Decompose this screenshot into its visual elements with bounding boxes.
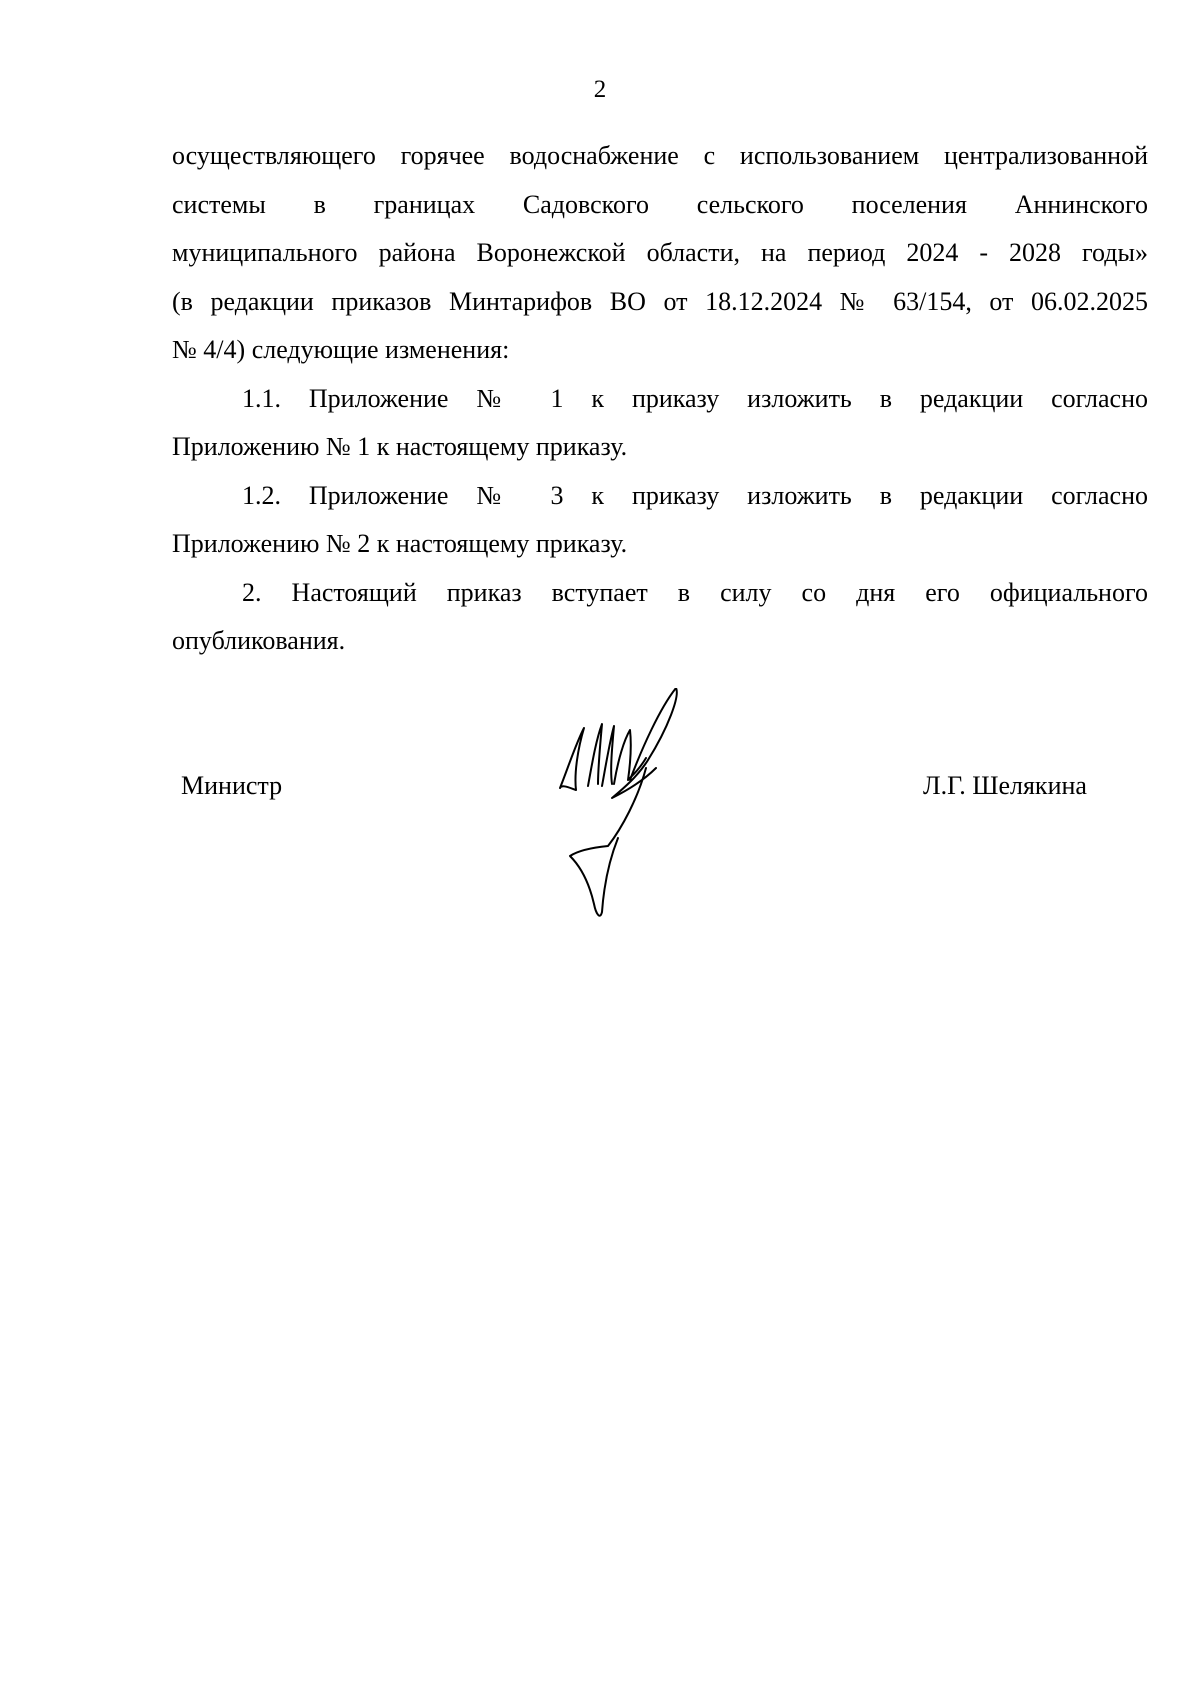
document-body bbox=[172, 132, 1148, 666]
paragraph-item-1-2 bbox=[172, 472, 1148, 569]
paragraph-intro bbox=[172, 132, 1148, 375]
text-line: 1.2. Приложение № 3 к приказу изложить в редакции согласно bbox=[242, 480, 1148, 510]
page-number: 2 bbox=[593, 76, 607, 103]
text-line: осуществляющего горячее водоснабжение с использованием централизованной bbox=[172, 141, 1148, 170]
text-line: 1.1. Приложение № 1 к приказу изложить в редакции согласно bbox=[242, 383, 1148, 413]
text-line: системы в границах Садовского сельского поселения Аннинского bbox=[172, 189, 1148, 219]
text-line: муниципального района Воронежской области, на период 2024 - 2028 годы» bbox=[172, 238, 1148, 267]
text-line: № 4/4) следующие изменения: bbox=[172, 335, 510, 364]
text-line: Приложению № 1 к настоящему приказу. bbox=[172, 432, 628, 461]
signatory-role: Министр bbox=[181, 771, 283, 800]
text-line: опубликования. bbox=[172, 626, 346, 655]
paragraph-item-1-1 bbox=[172, 375, 1148, 472]
signature-icon bbox=[548, 688, 698, 918]
text-line: Приложению № 2 к настоящему приказу. bbox=[172, 529, 628, 558]
signatory-name: Л.Г. Шелякина bbox=[923, 771, 1087, 800]
paragraph-item-2 bbox=[172, 569, 1148, 666]
text-line: (в редакции приказов Минтарифов ВО от 18.12.2024 № 63/154, от 06.02.2025 bbox=[172, 286, 1148, 316]
text-line: 2. Настоящий приказ вступает в силу со дня его официального bbox=[242, 577, 1148, 607]
